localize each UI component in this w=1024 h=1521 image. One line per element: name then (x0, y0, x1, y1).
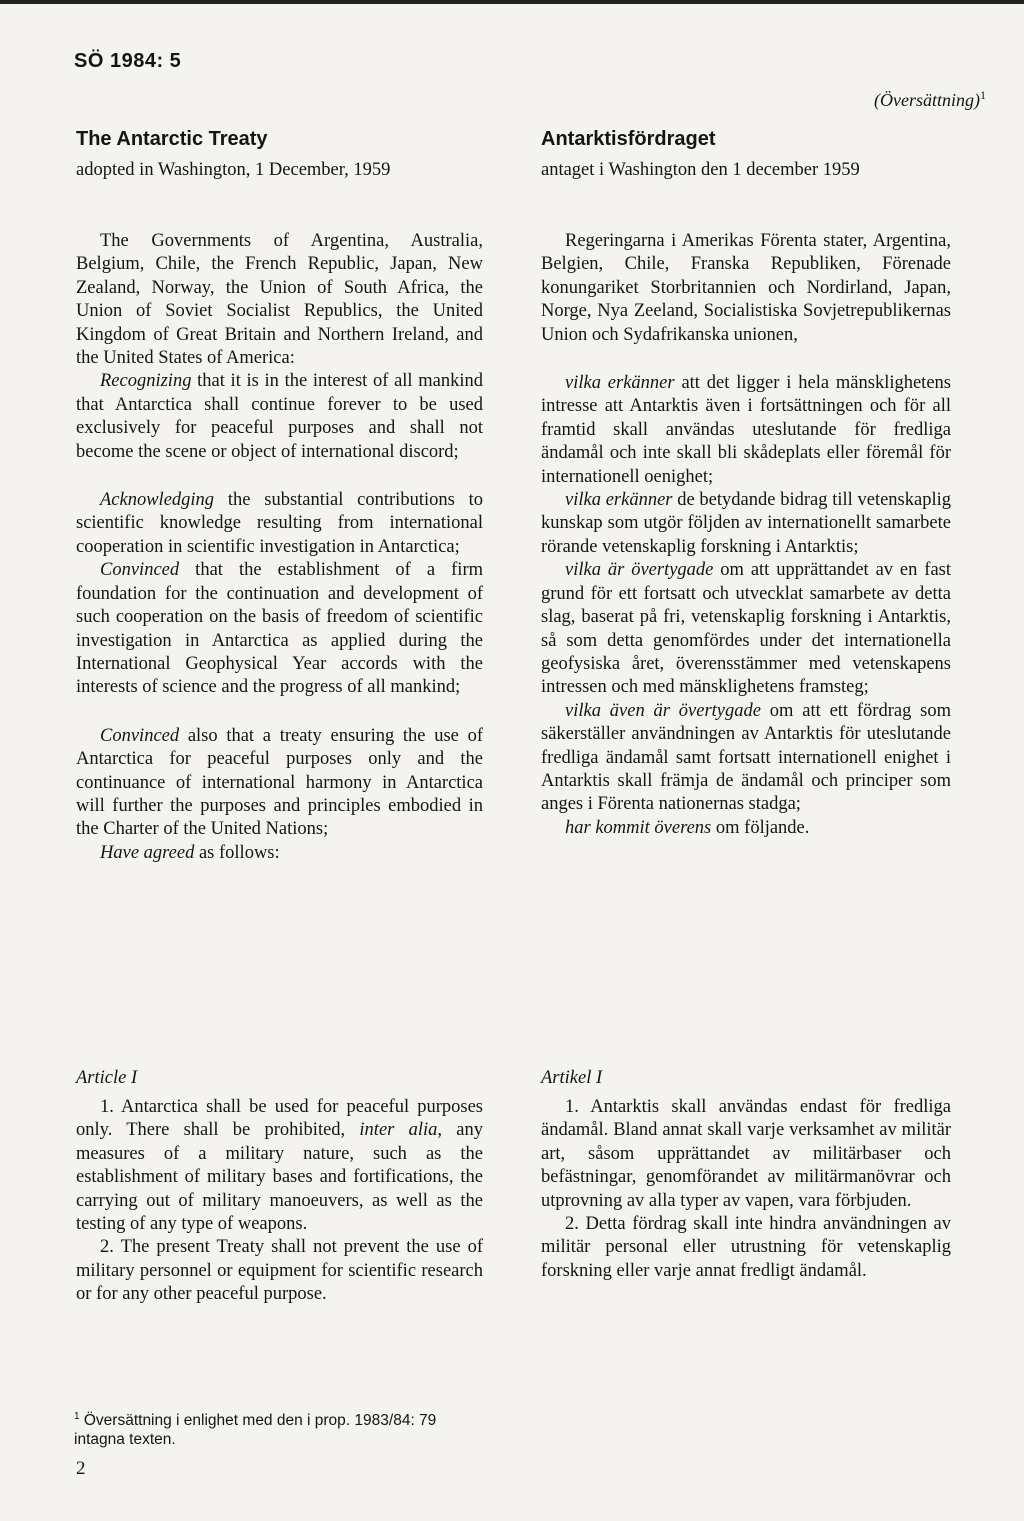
english-preamble: The Governments of Argentina, Australia, Belgium, Chile, the French Republic, Japan, New Zealand, Norway, the Union of South Africa, the Union of Soviet Socialist Republics, the United Kingdom of Great Britain and Northern Ireland, and the United States of America: (76, 231, 483, 369)
swedish-convinced-text: om att upprättandet av en fast grund för ett fortsatt och utvecklat samarbete av detta slag, baserat på fri, vetenskaplig forskning i Antarktis, så som detta genomfördes under det internationella geofysiska året, överensstämmer med vetenskapens intressen och med mänsklighetens framsteg; (541, 560, 951, 698)
footnote-number: 1 (74, 1411, 80, 1422)
swedish-convinced-also-lead: vilka även är övertygade (565, 700, 761, 721)
english-article-p1-start: 1. Antarctica shall be used for peaceful purposes only. There shall be prohibited, (76, 1097, 483, 1141)
swedish-article-paragraph-1: 1. Antarktis skall användas endast för fredliga ändamål. Bland annat skall varje verksamhet av militär art, såsom upprättandet av militärbaser och befästningar, genomförandet av militärmanövrar och utprovning av alla typer av vapen, vara förbjuden. (541, 1097, 951, 1211)
footnote-mark: 1 (980, 88, 986, 102)
swedish-title: Antarktisfördraget (541, 128, 716, 150)
english-agreed-paragraph (76, 842, 483, 865)
swedish-acknowledging-lead: vilka erkänner (565, 490, 673, 511)
english-article-heading: Article I (76, 1068, 138, 1088)
swedish-article-heading: Artikel I (541, 1068, 603, 1088)
swedish-agreed-lead: har kommit överens (565, 817, 712, 838)
footnote (74, 1407, 464, 1449)
english-title: The Antarctic Treaty (76, 128, 268, 150)
swedish-preamble: Regeringarna i Amerikas Förenta stater, Argentina, Belgien, Chile, Franska Republiken, Förenade konungariket Storbritannien och Nordirland, Japan, Norge, Nya Zeeland, Socialistiska Sovjetrepublikernas Union och Sydafrikanska unionen, (541, 231, 951, 345)
translation-label-text: (Översättning) (874, 90, 980, 110)
english-convinced-paragraph (76, 559, 483, 699)
english-article-paragraph-2: 2. The present Treaty shall not prevent the use of military personnel or equipment for scientific research or for any other peaceful purpose. (76, 1237, 483, 1305)
english-agreed-lead: Have agreed (100, 842, 195, 863)
english-recognizing-text: that it is in the interest of all mankind that Antarctica shall continue forever to be used exclusively for peaceful purposes and shall not become the scene or object of international discord; (76, 371, 483, 462)
swedish-agreed-text: om följande. (711, 817, 810, 838)
english-recognizing-paragraph (76, 370, 483, 464)
english-acknowledging-lead: Acknowledging (100, 490, 215, 511)
english-convinced-text: that the establishment of a firm foundation for the continuation and development of such cooperation on the basis of freedom of scientific investigation in Antarctica as applied during the International Geophysical Year accords with the interests of science and the progress of all mankind; (76, 560, 483, 698)
swedish-article-body (541, 1096, 951, 1283)
translation-label (874, 88, 986, 111)
english-acknowledging-paragraph (76, 489, 483, 559)
english-article-body (76, 1096, 483, 1307)
english-recognizing-lead: Recognizing (100, 371, 192, 392)
swedish-preamble-column (541, 230, 951, 840)
english-article-p1-end: , any measures of a military nature, such as the establishment of military bases and fortifications, the carrying out of military manoeuvers, as well as the testing of any type of weapons. (76, 1120, 483, 1235)
english-article-p1-latin: inter alia (359, 1120, 438, 1141)
english-convinced-also-lead: Convinced (100, 725, 180, 746)
swedish-acknowledging-text: de betydande bidrag till vetenskaplig kunskap som utgör följden av internationellt samarbete rörande vetenskaplig forskning i Antarktis; (541, 490, 951, 557)
english-preamble-column (76, 230, 483, 865)
swedish-recognizing-paragraph (541, 372, 951, 489)
swedish-article-paragraph-2: 2. Detta fördrag skall inte hindra användningen av militär personal eller utrustning för vetenskaplig forskning eller varje annat fredligt ändamål. (541, 1214, 951, 1281)
english-article-paragraph-1 (76, 1096, 483, 1236)
swedish-recognizing-text: att det ligger i hela mänsklighetens intresse att Antarktis även i fortsättningen och för all framtid skall användas uteslutande för fredliga ändamål och inte skall bli skådeplats eller föremål för internationell oenighet; (541, 373, 951, 487)
english-convinced-also-paragraph (76, 725, 483, 842)
swedish-convinced-lead: vilka är övertygade (565, 560, 714, 581)
english-acknowledging-text: the substantial contributions to scientific knowledge resulting from international cooperation in scientific investigation in Antarctica; (76, 490, 483, 557)
swedish-subtitle: antaget i Washington den 1 december 1959 (541, 160, 860, 180)
page-number: 2 (76, 1458, 86, 1479)
document-reference: SÖ 1984: 5 (74, 50, 182, 72)
footnote-text: Översättning i enlighet med den i prop. 1983/84: 79 intagna texten. (74, 1412, 437, 1449)
english-convinced-lead: Convinced (100, 560, 180, 581)
english-convinced-also-text: also that a treaty ensuring the use of Antarctica for peaceful purposes only and the continuance of international harmony in Antarctica will further the purposes and principles embodied in the Charter of the United Nations; (76, 725, 483, 840)
top-rule (0, 0, 1024, 4)
swedish-convinced-paragraph (541, 559, 951, 699)
swedish-convinced-also-text: om att ett fördrag som säkerställer användningen av Antarktis för uteslutande fredliga ändamål samt fortsatt internationell enighet i Antarktis skall främja de ändamål och principer som anges i Förenta nationernas stadga; (541, 700, 951, 815)
swedish-agreed-paragraph (541, 817, 951, 840)
english-agreed-text: as follows: (194, 842, 280, 863)
swedish-recognizing-lead: vilka erkänner (565, 373, 675, 394)
english-subtitle: adopted in Washington, 1 December, 1959 (76, 160, 391, 180)
swedish-acknowledging-paragraph (541, 489, 951, 559)
swedish-convinced-also-paragraph (541, 700, 951, 817)
